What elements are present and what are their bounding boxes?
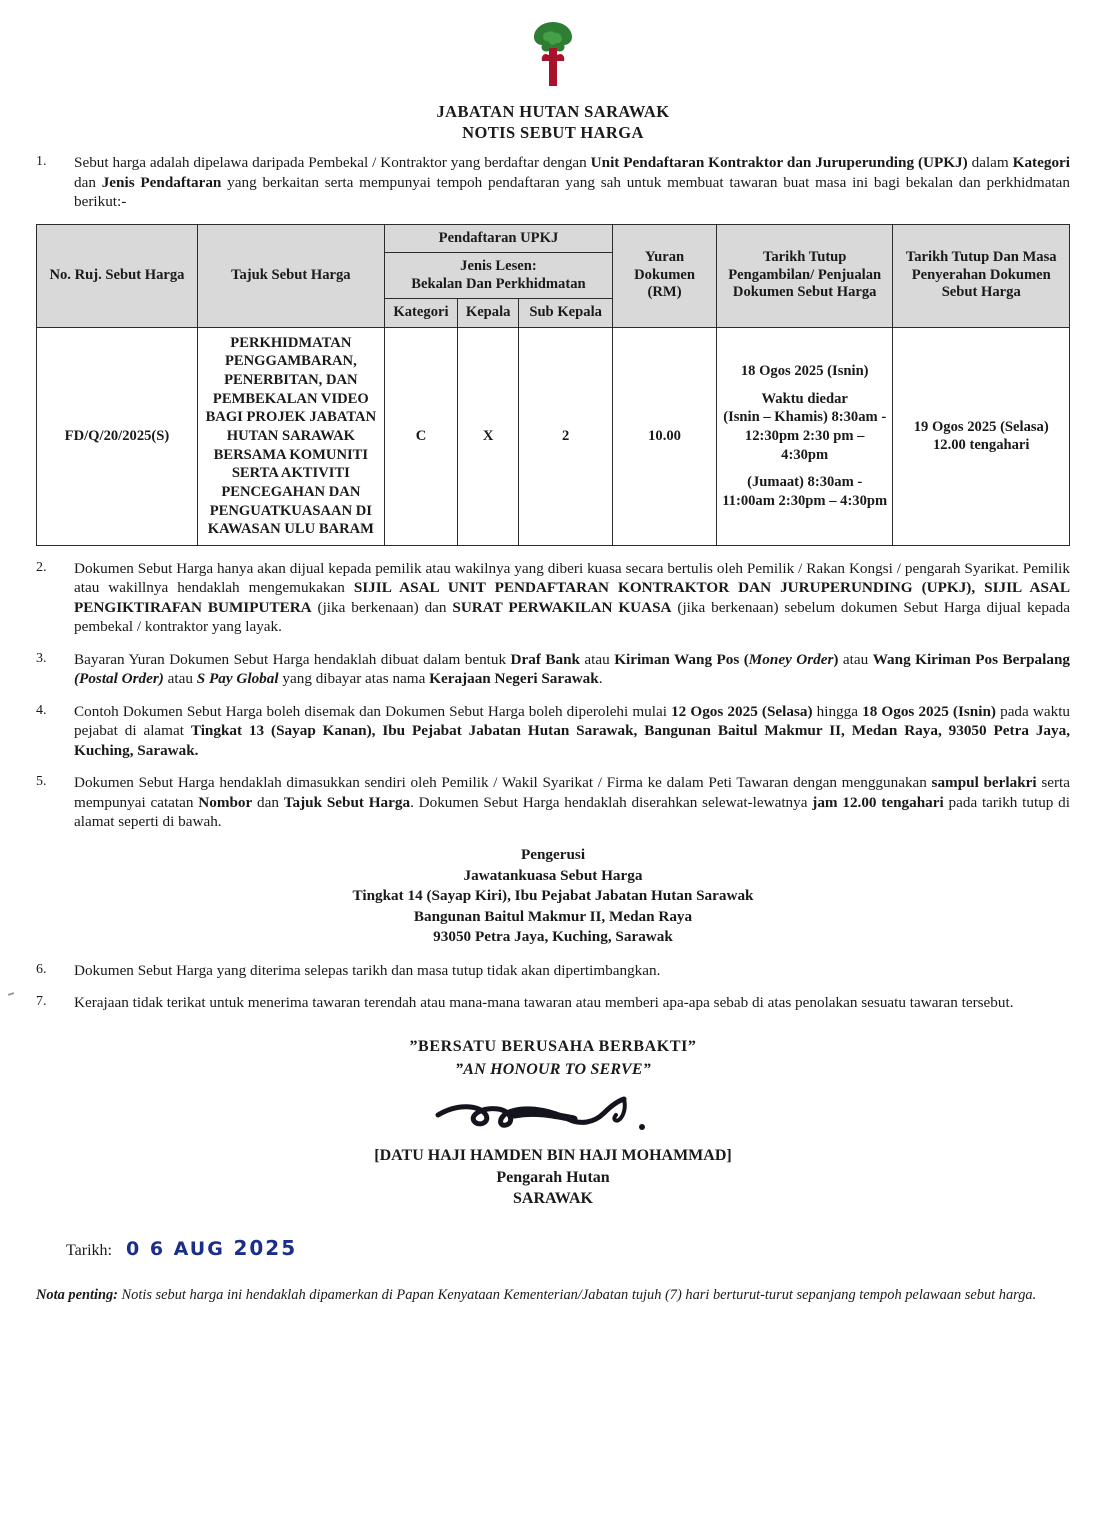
c1-b: Unit Pendaftaran Kontraktor dan Juruperunding (UPKJ) bbox=[590, 154, 968, 172]
date-stamp-month: AUG bbox=[173, 1237, 225, 1260]
th-closing-pickup: Tarikh Tutup Pengambilan/ Penjualan Dokumen Sebut Harga bbox=[716, 224, 892, 327]
motto-ms: ”BERSATU BERUSAHA BERBAKTI” bbox=[409, 1037, 697, 1055]
th-kategori: Kategori bbox=[384, 299, 457, 328]
th-upkj: Pendaftaran UPKJ bbox=[384, 224, 612, 253]
pickup-date: 18 Ogos 2025 (Isnin) bbox=[740, 362, 869, 379]
th-licence-type-line2: Bekalan Dan Perkhidmatan bbox=[411, 275, 586, 292]
title-line-1: JABATAN HUTAN SARAWAK bbox=[436, 102, 670, 121]
clause-3-number: 3. bbox=[36, 650, 47, 666]
c5-g: . Dokumen Sebut Harga hendaklah diserahkan selewat-lewatnya bbox=[410, 793, 813, 811]
c4-d: 18 Ogos 2025 (Isnin) bbox=[862, 702, 996, 720]
c3-m: Kerajaan Negeri Sarawak bbox=[429, 670, 599, 688]
cell-fee: 10.00 bbox=[613, 327, 717, 545]
address-line-2: Jawatankuasa Sebut Harga bbox=[463, 866, 643, 884]
logo-container bbox=[36, 18, 1070, 95]
signatory-position: Pengarah Hutan bbox=[496, 1168, 610, 1186]
c3-g: atau bbox=[838, 650, 873, 668]
clause-4 bbox=[36, 702, 1070, 760]
date-row bbox=[36, 1236, 1070, 1260]
c4-b: 12 Ogos 2025 (Selasa) bbox=[671, 702, 813, 720]
motto bbox=[36, 1035, 1070, 1081]
c3-a: Bayaran Yuran Dokumen Sebut Harga hendaklah dibuat dalam bentuk bbox=[74, 650, 511, 668]
address-line-3: Tingkat 14 (Sayap Kiri), Ibu Pejabat Jabatan Hutan Sarawak bbox=[352, 887, 754, 905]
page-title bbox=[36, 101, 1070, 143]
date-stamp-year: 2025 bbox=[233, 1235, 298, 1260]
clause-2-body bbox=[74, 559, 1070, 637]
th-sub-kepala: Sub Kepala bbox=[519, 299, 613, 328]
signatory-name: [DATU HAJI HAMDEN BIN HAJI MOHAMMAD] bbox=[374, 1147, 732, 1165]
cell-closing-submit: 19 Ogos 2025 (Selasa) 12.00 tengahari bbox=[893, 327, 1070, 545]
c2-d: SURAT PERWAKILAN KUASA bbox=[452, 598, 672, 616]
clause-1-body bbox=[74, 153, 1070, 211]
clause-3 bbox=[36, 650, 1070, 689]
th-fee: Yuran Dokumen (RM) bbox=[613, 224, 717, 327]
sarawak-forest-department-logo-icon bbox=[522, 18, 584, 95]
clause-7 bbox=[36, 993, 1070, 1012]
c1-f: Jenis Pendaftaran bbox=[101, 173, 222, 191]
clause-5-body bbox=[74, 773, 1070, 831]
c3-k: S Pay Global bbox=[196, 670, 279, 688]
clause-7-number: 7. bbox=[36, 994, 47, 1010]
c5-f: Tajuk Sebut Harga bbox=[283, 793, 411, 811]
date-label: Tarikh: bbox=[66, 1241, 112, 1259]
c4-a: Contoh Dokumen Sebut Harga boleh disemak dan Dokumen Sebut Harga boleh diperolehi mulai bbox=[74, 702, 672, 720]
c5-a: Dokumen Sebut Harga hendaklah dimasukkan sendiri oleh Pemilik / Wakil Syarikat / Firma ke dalam Peti Tawaran dengan menggunakan bbox=[74, 774, 932, 792]
c3-d: Kiriman Wang Pos ( bbox=[614, 650, 749, 668]
c2-c: (jika berkenaan) dan bbox=[311, 598, 453, 616]
clause-2-number: 2. bbox=[36, 559, 47, 575]
clause-3-body bbox=[74, 650, 1070, 689]
clause-7-body: Kerajaan tidak terikat untuk menerima tawaran terendah atau mana-mana tawaran atau memberi apa-apa sebab di atas penolakan sesuatu tawaran tersebut. bbox=[74, 994, 1014, 1012]
c2-e: (jika berkenaan) sebelum dokumen Sebut Harga dijual kepada pembekal / kontraktor yang layak. bbox=[74, 598, 1070, 636]
c3-h: Wang Kiriman Pos Berpalang bbox=[872, 650, 1071, 668]
th-licence-type bbox=[384, 253, 612, 299]
clause-1-number: 1. bbox=[36, 154, 47, 170]
clause-6 bbox=[36, 961, 1070, 980]
c5-h: jam 12.00 tengahari bbox=[812, 793, 944, 811]
cell-sub-kepala: 2 bbox=[519, 327, 613, 545]
c3-l: yang dibayar atas nama bbox=[278, 670, 430, 688]
c3-e: Money Order bbox=[748, 650, 834, 668]
c1-e: dan bbox=[74, 173, 102, 191]
c4-f: Tingkat 13 (Sayap Kanan), Ibu Pejabat Jabatan Hutan Sarawak, Bangunan Baitul Makmur II, Medan Raya, 93050 Petra Jaya, Kuching, Sarawak. bbox=[74, 722, 1070, 759]
th-licence-type-line1: Jenis Lesen: bbox=[460, 258, 537, 275]
clause-6-body: Dokumen Sebut Harga yang diterima selepas tarikh dan masa tutup tidak akan dipertimbangkan. bbox=[74, 961, 661, 979]
th-ref-no: No. Ruj. Sebut Harga bbox=[37, 224, 198, 327]
cell-closing-pickup bbox=[716, 327, 892, 545]
c1-c: dalam bbox=[967, 154, 1013, 172]
address-line-5: 93050 Petra Jaya, Kuching, Sarawak bbox=[433, 928, 673, 946]
signatory-block bbox=[36, 1145, 1070, 1209]
c5-e: dan bbox=[252, 793, 284, 811]
table-row bbox=[37, 327, 1070, 545]
important-note bbox=[36, 1286, 1070, 1305]
c5-d: Nombor bbox=[198, 793, 253, 811]
th-subject: Tajuk Sebut Harga bbox=[197, 224, 384, 327]
c3-n: . bbox=[598, 670, 603, 688]
c5-b: sampul berlakri bbox=[931, 774, 1037, 792]
signature-container bbox=[36, 1093, 1070, 1145]
c1-a: Sebut harga adalah dipelawa daripada Pembekal / Kontraktor yang berdaftar dengan bbox=[74, 154, 591, 172]
clause-2 bbox=[36, 559, 1070, 637]
th-closing-submit: Tarikh Tutup Dan Masa Penyerahan Dokumen Sebut Harga bbox=[893, 224, 1070, 327]
c2-b: SIJIL ASAL UNIT PENDAFTARAN KONTRAKTOR DAN JURUPERUNDING (UPKJ), SIJIL ASAL PENGIKTIRAFAN BUMIPUTERA bbox=[74, 579, 1071, 616]
cell-ref-no: FD/Q/20/2025(S) bbox=[37, 327, 198, 545]
date-stamp bbox=[126, 1236, 297, 1260]
pickup-friday: (Jumaat) 8:30am - 11:00am 2:30pm – 4:30pm bbox=[722, 474, 888, 509]
c3-i: (Postal Order) bbox=[74, 670, 164, 688]
clause-4-number: 4. bbox=[36, 702, 47, 718]
address-line-1: Pengerusi bbox=[520, 846, 586, 864]
th-kepala: Kepala bbox=[458, 299, 519, 328]
c2-a: Dokumen Sebut Harga hanya akan dijual kepada pemilik atau wakilnya yang diberi kuasa secara bertulis oleh Pemilik / Rakan Kongsi / pengarah Syarikat. Pemilik atau wakillnya hendaklah mengemukakan bbox=[74, 559, 1070, 597]
clause-1 bbox=[36, 153, 1070, 211]
clause-5-number: 5. bbox=[36, 774, 47, 790]
quotation-table bbox=[36, 224, 1070, 546]
c1-g: yang berkaitan serta mempunyai tempoh pendaftaran yang sah untuk membuat tawaran buat masa ini bagi bekalan dan perkhidmatan berikut:- bbox=[74, 173, 1070, 211]
cell-subject: PERKHIDMATAN PENGGAMBARAN, PENERBITAN, DAN PEMBEKALAN VIDEO BAGI PROJEK JABATAN HUTAN SARAWAK BERSAMA KOMUNITI SERTA AKTIVITI PENCEGAHAN DAN PENGUATKUASAAN DI KAWASAN ULU BARAM bbox=[197, 327, 384, 545]
scan-artifact bbox=[8, 992, 14, 996]
important-note-text: Notis sebut harga ini hendaklah dipamerkan di Papan Kenyataan Kementerian/Jabatan tujuh (7) hari berturut-turut sepanjang tempoh pelawaan sebut harga. bbox=[117, 1286, 1037, 1303]
table-header-row-1 bbox=[37, 224, 1070, 253]
motto-en: ”AN HONOUR TO SERVE” bbox=[455, 1061, 651, 1079]
clause-4-body bbox=[74, 702, 1070, 760]
pickup-label-text: Waktu diedar bbox=[761, 390, 848, 407]
important-note-label: Nota penting: bbox=[36, 1286, 118, 1303]
c4-c: hingga bbox=[812, 702, 863, 720]
cell-kepala: X bbox=[458, 327, 519, 545]
pickup-weekdays: (Isnin – Khamis) 8:30am - 12:30pm 2:30 pm – 4:30pm bbox=[723, 409, 887, 463]
clause-6-number: 6. bbox=[36, 961, 47, 977]
clause-5 bbox=[36, 773, 1070, 831]
pickup-label bbox=[721, 390, 888, 465]
c5-c: serta mempunyai catatan bbox=[74, 774, 1070, 811]
signatory-state: SARAWAK bbox=[512, 1190, 593, 1208]
c3-j: atau bbox=[163, 670, 197, 688]
title-line-2: NOTIS SEBUT HARGA bbox=[462, 123, 644, 143]
c3-f: ) bbox=[833, 650, 839, 668]
c3-b: Draf Bank bbox=[510, 650, 580, 668]
committee-address bbox=[36, 845, 1070, 948]
address-line-4: Bangunan Baitul Makmur II, Medan Raya bbox=[413, 907, 693, 925]
c4-e: pada waktu pejabat di alamat bbox=[74, 702, 1071, 740]
c1-d: Kategori bbox=[1012, 154, 1070, 172]
date-stamp-day: 0 6 bbox=[125, 1237, 166, 1260]
c3-c: atau bbox=[579, 650, 615, 668]
c5-i: pada tarikh tutup di alamat seperti di bawah. bbox=[74, 793, 1070, 830]
cell-kategori: C bbox=[384, 327, 457, 545]
